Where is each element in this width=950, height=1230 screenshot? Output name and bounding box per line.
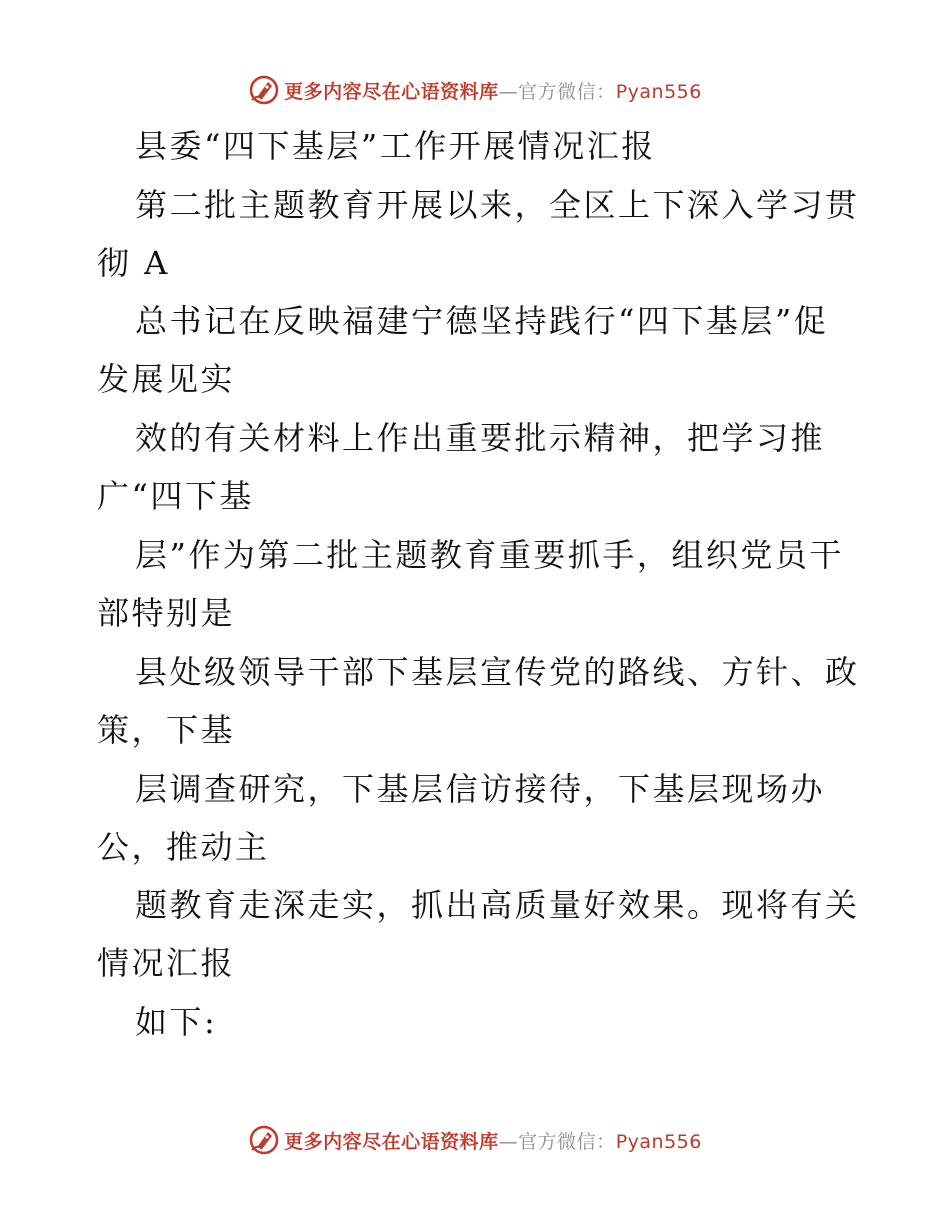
paragraph-line: 效的有关材料上作出重要批示精神，把学习推 <box>135 419 826 457</box>
paragraph-line: 题教育走深走实，抓出高质量好效果。现将有关 <box>135 886 860 924</box>
document-title: 县委“四下基层”工作开展情况汇报 <box>135 127 656 165</box>
paragraph-line: 层”作为第二批主题教育重要抓手，组织党员干 <box>135 536 844 574</box>
paragraph-line: 如下: <box>135 1003 218 1041</box>
paragraph-line: 层调查研究，下基层信访接待，下基层现场办 <box>135 770 826 808</box>
paragraph-line: 第二批主题教育开展以来，全区上下深入学习贯 <box>135 186 860 224</box>
watermark-banner-bottom <box>0 1120 950 1160</box>
paragraph-line: 策，下基 <box>97 711 236 749</box>
paragraph-line: 公，推动主 <box>97 828 270 866</box>
pen-nib-logo-icon <box>248 1124 280 1156</box>
pen-nib-logo-icon <box>248 74 280 106</box>
watermark-text: 更多内容尽在心语资料库—官方微信：Pyan556 <box>284 1130 702 1153</box>
paragraph-line: 部特别是 <box>97 594 236 632</box>
paragraph-line: 县处级领导干部下基层宣传党的路线、方针、政 <box>135 653 860 691</box>
paragraph-line: 发展见实 <box>97 360 236 398</box>
paragraph-line: 广“四下基 <box>97 477 254 515</box>
paragraph-line: 总书记在反映福建宁德坚持践行“四下基层”促 <box>135 302 829 340</box>
paragraph-line: 彻 A <box>97 244 170 282</box>
paragraph-line: 情况汇报 <box>97 944 236 982</box>
watermark-text: 更多内容尽在心语资料库—官方微信：Pyan556 <box>284 80 702 103</box>
watermark-banner-top <box>0 70 950 110</box>
